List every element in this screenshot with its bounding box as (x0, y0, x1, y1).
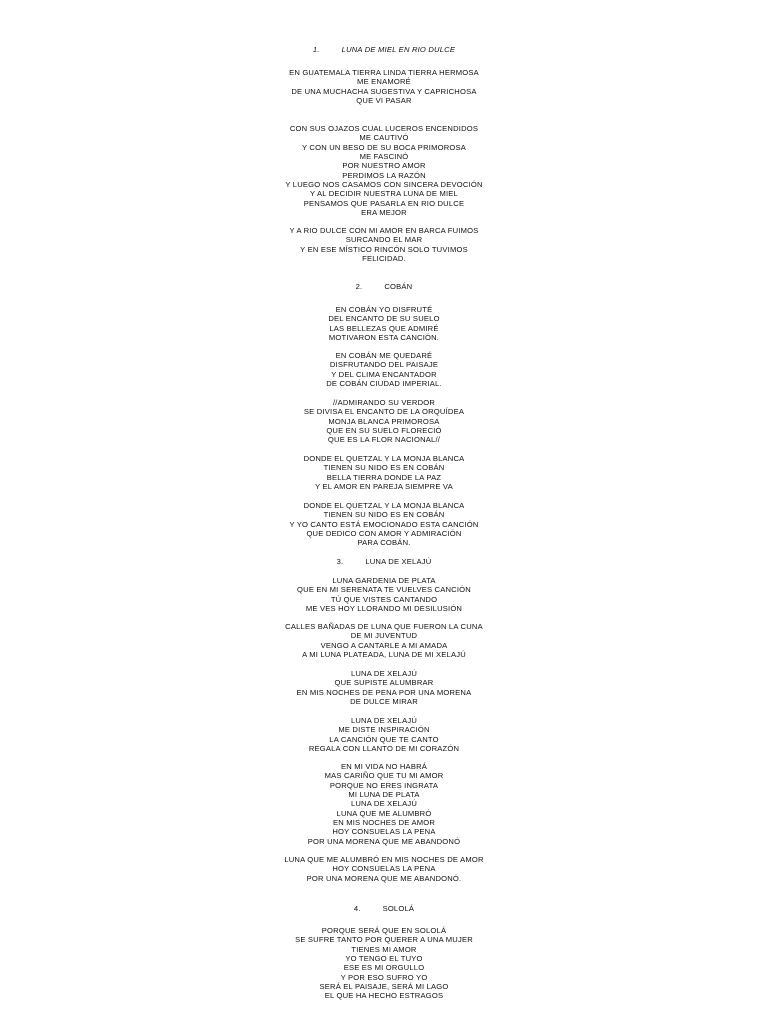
lyric-line: Y A RIO DULCE CON MI AMOR EN BARCA FUIMOS (289, 226, 479, 235)
lyric-line: QUE VI PASAR (356, 96, 412, 106)
song-number: 1. (312, 45, 320, 54)
lyric-line: ME VES HOY LLORANDO MI DESILUSIÓN (305, 604, 463, 614)
lyric-line: SE SUFRE TANTO POR QUERER A UNA MUJER (295, 935, 473, 945)
song-number: 4. (353, 904, 361, 913)
lyric-line: LUNA QUE ME ALUMBRÓ EN MIS NOCHES DE AMOR (284, 855, 484, 864)
song-title-1 (194, 45, 574, 55)
song-3-stanza-6 (194, 855, 574, 883)
lyric-line: DE MI JUVENTUD (350, 631, 418, 641)
song-1-stanza-3 (194, 226, 574, 263)
lyric-line: DONDE EL QUETZAL Y LA MONJA BLANCA (303, 501, 465, 510)
lyric-line: FELICIDAD. (362, 254, 406, 264)
song-2-stanza-1 (194, 305, 574, 342)
lyric-line: QUE EN MI SERENATA TE VUELVES CANCIÓN (297, 585, 471, 595)
lyric-line: EN COBÁN YO DISFRUTÉ (335, 305, 433, 314)
lyric-line: //ADMIRANDO SU VERDOR (332, 398, 436, 407)
lyric-line: POR NUESTRO AMOR (342, 161, 426, 171)
lyric-line: DE UNA MUCHACHA SUGESTIVA Y CAPRICHOSA (291, 86, 477, 96)
song-3-stanza-2 (194, 622, 574, 659)
lyric-line: MAS CARIÑO QUE TU MI AMOR (324, 771, 444, 781)
lyric-line: POR UNA MORENA QUE ME ABANDONÓ. (306, 873, 462, 883)
song-3-stanza-4 (194, 716, 574, 753)
lyric-line: SERÁ EL PAISAJE, SERÁ MI LAGO (319, 982, 449, 992)
lyric-line: EN GUATEMALA TIERRA LINDA TIERRA HERMOSA (289, 68, 479, 77)
lyric-line: EL QUE HA HECHO ESTRAGOS (324, 991, 444, 1001)
song-3-stanza-3 (194, 669, 574, 706)
lyric-line: DE COBÁN CIUDAD IMPERIAL. (326, 379, 442, 389)
lyric-line: YO TENGO EL TUYO (345, 954, 423, 964)
lyric-line: A MI LUNA PLATEADA, LUNA DE MI XELAJÚ (302, 650, 466, 660)
lyric-line: TIENEN SU NIDO ES EN COBÁN (323, 510, 445, 520)
lyric-line: CON SUS OJAZOS CUAL LUCEROS ENCENDIDOS (289, 124, 479, 133)
lyric-line: QUE ES LA FLOR NACIONAL// (327, 435, 441, 445)
lyric-line: EN COBÁN ME QUEDARÉ (335, 351, 433, 360)
lyric-line: MONJA BLANCA PRIMOROSA (328, 416, 440, 426)
lyric-line: LA CANCIÓN QUE TE CANTO (329, 734, 439, 744)
song-title-3 (194, 557, 574, 567)
lyric-line: ERA MEJOR (361, 208, 407, 218)
lyric-line: DE DULCE MIRAR (350, 697, 418, 707)
lyric-line: MI LUNA DE PLATA (348, 790, 420, 800)
song-4-stanza-1 (194, 926, 574, 1001)
lyric-line: ME ENAMORÉ (357, 77, 411, 87)
song-1-stanza-2 (194, 124, 574, 217)
song-number: 3. (336, 557, 344, 566)
lyric-line: HOY CONSUELAS LA PENA (332, 827, 436, 837)
lyric-line: EN MIS NOCHES DE PENA POR UNA MORENA (296, 687, 472, 697)
lyric-line: Y EL AMOR EN PAREJA SIEMPRE VA (315, 482, 453, 492)
lyric-line: DEL ENCANTO DE SU SUELO (328, 314, 440, 324)
lyric-line: PARA COBÁN. (357, 538, 411, 548)
lyric-line: REGALA CON LLANTO DE MI CORAZÓN (308, 744, 460, 754)
lyric-line: DISFRUTANDO DEL PAISAJE (329, 360, 439, 370)
lyric-line: PORQUE SERÁ QUE EN SOLOLÁ (321, 926, 447, 935)
lyric-line: LUNA DE XELAJÚ (350, 716, 418, 725)
lyric-line: SE DIVISA EL ENCANTO DE LA ORQUÍDEA (303, 407, 465, 417)
lyric-line: TIENES MI AMOR (351, 944, 417, 954)
lyric-line: HOY CONSUELAS LA PENA (332, 864, 436, 874)
lyric-line: PERDIMOS LA RAZÓN (342, 170, 426, 180)
lyric-line: PENSAMOS QUE PASARLA EN RIO DULCE (303, 198, 465, 208)
song-1-stanza-1 (194, 68, 574, 105)
lyric-line: BELLA TIERRA DONDE LA PAZ (326, 472, 442, 482)
lyric-line: LAS BELLEZAS QUE ADMIRÉ (329, 323, 439, 333)
lyric-line: Y YO CANTO ESTÁ EMOCIONADO ESTA CANCIÓN (289, 519, 479, 529)
lyric-line: EN MI VIDA NO HABRÁ (340, 762, 428, 771)
lyric-line: MOTIVARON ESTA CANCIÓN. (328, 333, 440, 343)
lyric-line: DONDE EL QUETZAL Y LA MONJA BLANCA (303, 454, 465, 463)
song-number: 2. (355, 282, 363, 291)
lyric-line: ESE ES MI ORGULLO (343, 963, 425, 973)
song-title-2 (194, 282, 574, 292)
song-title-text: COBÁN (384, 282, 413, 291)
lyric-line: Y CON UN BESO DE SU BOCA PRIMOROSA (301, 142, 467, 152)
lyric-line: ME DISTE INSPIRACIÓN (338, 725, 430, 735)
song-2-stanza-3 (194, 398, 574, 445)
lyric-line: Y LUEGO NOS CASAMOS CON SINCERA DEVOCIÓN (285, 180, 483, 190)
lyric-line: POR UNA MORENA QUE ME ABANDONÓ (307, 836, 461, 846)
lyric-line: Y DEL CLIMA ENCANTADOR (331, 369, 437, 379)
lyric-line: CALLES BAÑADAS DE LUNA QUE FUERON LA CUNA (285, 622, 483, 631)
lyric-line: Y POR ESO SUFRO YO (340, 972, 428, 982)
song-title-text: LUNA DE XELAJÚ (365, 557, 432, 566)
song-3-stanza-5 (194, 762, 574, 846)
lyric-line: LUNA GARDENIA DE PLATA (332, 576, 436, 585)
lyric-line: TÚ QUE VISTES CANTANDO (330, 594, 438, 604)
song-2-stanza-2 (194, 351, 574, 388)
lyric-line: QUE EN SU SUELO FLORECIÓ (326, 426, 442, 436)
song-2-stanza-4 (194, 454, 574, 491)
lyric-line: TIENEN SU NIDO ES EN COBÁN (323, 463, 445, 473)
lyric-line: LUNA DE XELAJÚ (350, 669, 418, 678)
lyric-line: Y AL DECIDIR NUESTRA LUNA DE MIEL (310, 189, 458, 199)
lyric-line: QUE SUPISTE ALUMBRAR (334, 678, 434, 688)
lyric-line: PORQUE NO ERES INGRATA (329, 780, 439, 790)
song-title-text: SOLOLÁ (382, 904, 415, 913)
lyric-line: ME FASCINÓ (359, 152, 409, 162)
song-3-stanza-1 (194, 576, 574, 613)
lyric-line: VENGO A CANTARLE A MI AMADA (320, 640, 448, 650)
song-title-text: LUNA DE MIEL EN RIO DULCE (341, 45, 456, 54)
lyric-line: Y EN ESE MÍSTICO RINCÓN SOLO TUVIMOS (300, 244, 468, 254)
song-2-stanza-5 (194, 501, 574, 548)
song-title-4 (194, 904, 574, 914)
lyric-line: QUE DEDICO CON AMOR Y ADMIRACIÓN (306, 529, 462, 539)
lyric-line: SURCANDO EL MAR (345, 235, 423, 245)
lyric-line: ME CAUTIVÓ (359, 133, 409, 143)
lyric-line: EN MIS NOCHES DE AMOR (332, 818, 436, 828)
lyric-line: LUNA QUE ME ALUMBRÓ (336, 808, 432, 818)
lyric-line: LUNA DE XELAJÚ (350, 799, 418, 809)
